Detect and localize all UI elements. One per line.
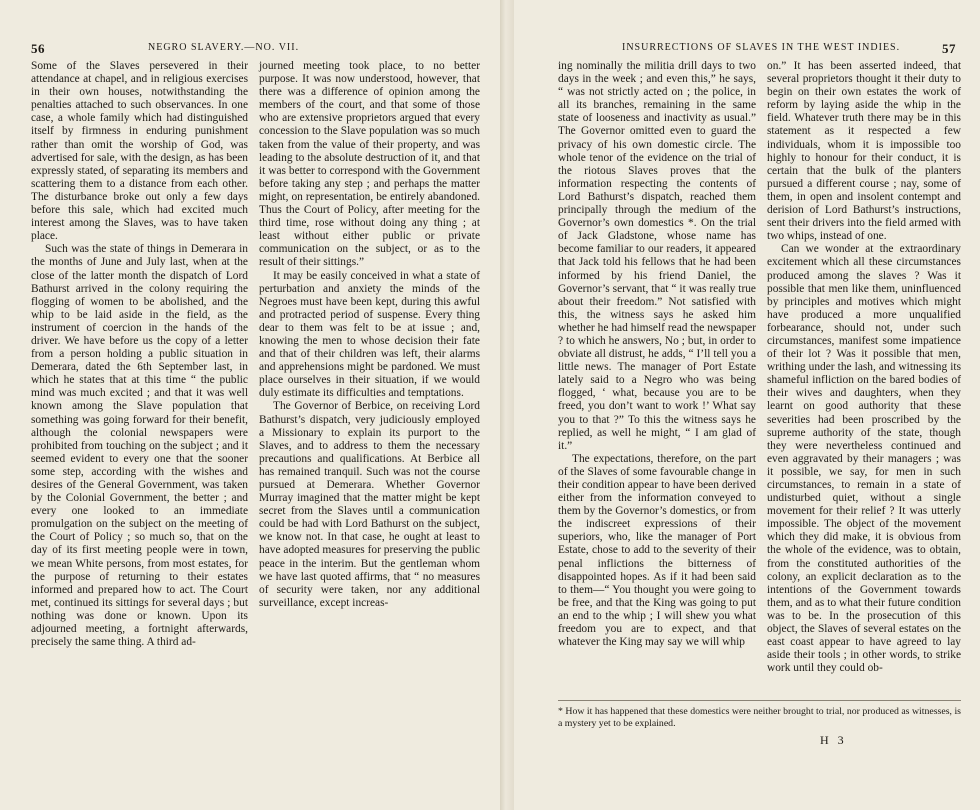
paragraph: The Governor of Berbice, on receiving Lord Bathurst’s dispatch, very judiciously employed a Missionary to explain its purport to the Slaves, and to address to them the necessary precautions and qualifications. At Berbice all has remained tranquil. Such was not the course pursued at Demerara. Whether Governor Murray imagined that the matter might be kept secret from the Slaves until a communication could be had with Lord Bathurst on the subject, we know not. In that case, he ought at least to have adopted measures for preserving the public peace in the interim. But the gentleman whom we have last quoted affirms, that “ no measures of security were taken, nor any additional surveillance, except increas- — [259, 400, 480, 609]
signature-mark: H 3 — [820, 733, 847, 747]
paragraph: Can we wonder at the extraordinary excitement which all these circumstances produced among the slaves ? Was it possible that men like them, uninfluenced by principles and motives which might have produced a more unqualified forbearance, should not, under such circumstances, manifest some impatience of their lot ? Was it possible that men, writhing under the lash, and witnessing its shameful infliction on the bared bodies of their wives and daughters, when they learnt on good authority that these severities had been proscribed by the supreme authority of the state, though they were nevertheless continued and even aggravated by their managers ; was it possible, we say, for men in such circumstances, to remain in a state of undisturbed quiet, without a single movement for their relief ? It was utterly impossible. The object of the movement which they did make, it is obvious from the whole of the evidence, was to obtain, from the constituted authorities of the colony, an explicit declaration as to the intentions of the Government towards them, and as to what their future condition was to be. In the prosecution of this object, the Slaves of several estates on the east coast appear to have agreed to lay aside their tools ; in other words, to strike work until they could ob- — [767, 243, 961, 675]
running-head-right: INSURRECTIONS OF SLAVES IN THE WEST INDIES. — [622, 42, 901, 53]
footnote-rule — [558, 700, 961, 701]
left-column-2 — [259, 60, 480, 610]
paragraph: The expectations, therefore, on the part of the Slaves of some favourable change in their condition appear to have been derived either from the information conveyed to them by the Governor’s domestics, or from the indiscreet expressions of their superiors, who, like the manager of Port Estate, chose to add to the severity of their penal inflictions the bitterness of disappointed hopes. As if it had been said to them—“ You thought you were going to be free, and that the King was going to put an end to the whip ; I will shew you what freedom you are to expect, and that whatever the King may say we will whip — [558, 452, 756, 649]
paragraph: Such was the state of things in Demerara in the months of June and July last, when at the close of the latter month the dispatch of Lord Bathurst arrived in the colony requiring the flogging of women to be abolished, and the whip to be laid aside in the field, as the instrument of coercion in the hands of the driver. We have before us the copy of a letter from a person holding a public situation in Demerara, dated the 6th September last, in which he states that at this time “ the public mind was much excited ; and that it was well known among the Slave population that something was going forward for their benefit, although the colonial newspapers were prohibited from touching on the subject ; and it seemed evident to every one that the sooner some step, according with the wishes and desires of the General Government, was taken by the Colonial Government, the better ; and every one looked to an immediate promulgation on the subject on the meeting of the Court of Policy ; so much so, that on the day of its first meeting people were in town, we mean White persons, from most estates, for the purpose of returning to their estates informed and prepared how to act. The Court met, continued its sittings for several days ; but nothing was done or known. Upon its adjourned meeting, a fortnight afterwards, precisely the same thing. A third ad- — [31, 243, 248, 649]
right-page — [514, 0, 980, 810]
book-gutter — [500, 0, 514, 810]
left-column-1 — [31, 60, 248, 649]
paragraph: ing nominally the militia drill days to two days in the week ; and even this,” he says, “ was not strictly acted on ; the police, in all its branches, remaining in the same state of looseness and inactivity as usual.” The Governor omitted even to guard the privacy of his own domestic circle. The whole tenor of the evidence on the trial of the riotous Slaves proves that the information respecting the contents of Lord Bathurst’s dispatch, reached them principally through the medium of the Governor’s own domestics *. On the trial of Jack Gladstone, whose name has become familiar to our readers, it appeared that Jack told his fellows that he had been informed by his friend Daniel, the Governor’s servant, that “ it was really true about their freedom.” Not satisfied with this, the witness says he asked him whether he had himself read the newspaper ? to which he answers, No ; but, in order to obviate all distrust, he adds, “ I’ll tell you a little news. The manager of Port Estate lately said to a Negro who was being flogged, ‘ what, because you are to be freed, you don’t want to work !’ What say you to that ?” To this the witness says he replied, as well he might, “ I am glad of it.” — [558, 60, 756, 452]
paragraph: Some of the Slaves persevered in their attendance at chapel, and in religious exercises in their own houses, notwithstanding the penalties attached to such observances. In one case, a whole family which had distinguished itself by firmness in enduring punishment rather than omit the worship of God, was advertised for sale, with the design, as has been expressly stated, of separating its members and scattering them to a distance from each other. The disturbance broke out only a few days before this sale, which had excited much interest among the Slaves, was to have taken place. — [31, 60, 248, 243]
page-number-right: 57 — [942, 41, 956, 56]
right-column-1 — [558, 60, 756, 649]
footnote: * How it has happened that these domestics were neither brought to trial, nor produced as witnesses, is a mystery yet to be explained. — [558, 706, 961, 729]
right-column-2 — [767, 60, 961, 675]
paragraph: journed meeting took place, to no better purpose. It was now understood, however, that there was a difference of opinion among the members of the court, and that some of those who are extensive proprietors argued that every concession to the Slave population was so much taken from the value of their property, and was leading to the absolute destruction of it, and that it was better to correspond with the Government before taking any step ; and perhaps the matter might, on representation, be entirely abandoned. Thus the Court of Policy, after meeting for the third time, rose without doing any thing ; at least without either public or private communication on the subject, or as to the result of their sittings.” — [259, 60, 480, 269]
page-number-left: 56 — [31, 41, 45, 56]
paragraph: It may be easily conceived in what a state of perturbation and anxiety the minds of the Negroes must have been kept, during this awful and protracted period of suspense. Every thing dear to them was felt to be at issue ; and, knowing the men to whose decision their fate and that of their children was left, their alarms and apprehensions might be pardoned. We must place ourselves in their situation, if we would duly estimate its difficulties and temptations. — [259, 269, 480, 400]
paragraph: on.” It has been asserted indeed, that several proprietors thought it their duty to begin on their own estates the work of reform by laying aside the whip in the field. Whatever truth there may be in this statement as it respected a few individuals, whom it is impossible too highly to honour for their conduct, it is certain that the bulk of the planters pursued a different course ; nay, some of them, in open and insolent contempt and derision of Lord Bathurst’s instructions, sent their drivers into the field armed with two whips, instead of one. — [767, 60, 961, 243]
running-head-left: NEGRO SLAVERY.—NO. VII. — [148, 42, 300, 53]
